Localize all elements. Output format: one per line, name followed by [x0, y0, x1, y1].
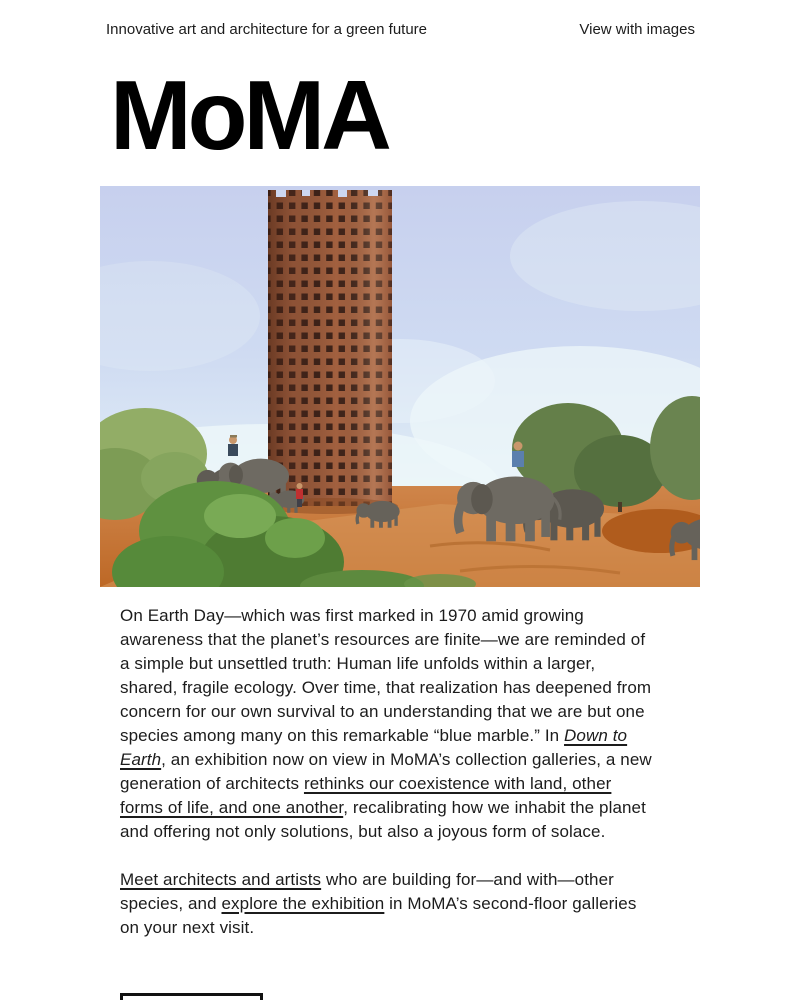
body-paragraph — [120, 868, 652, 940]
body-text: On Earth Day—which was first marked in 1970 amid growing awareness that the planet’s resources are finite—we are reminded of a simple but unsettled truth: Human life unfolds within a larger, shared, fragile ecology. Over time, that realization has deepened from concern for our own survival to an understanding that we are but one species among many on this remarkable “blue marble.” In — [120, 606, 652, 745]
inline-link[interactable]: Down to Earth — [120, 726, 628, 769]
mahout-left — [228, 435, 238, 456]
inline-link[interactable]: explore the exhibition — [221, 894, 385, 913]
moma-logo[interactable]: MoMA — [110, 60, 388, 170]
person-red-shirt — [296, 483, 303, 507]
body-paragraph — [120, 604, 652, 844]
cta-button-partial[interactable] — [120, 993, 263, 1000]
rider-right — [512, 442, 524, 468]
inline-link[interactable]: rethinks our coexistence with land, other forms of life, and one another — [120, 774, 612, 817]
preheader-row — [106, 20, 695, 40]
preheader-tagline: Innovative art and architecture for a green future — [106, 21, 428, 38]
body-text: who are building for—and with—other species, and — [120, 870, 614, 913]
view-with-images-link[interactable]: View with images — [579, 21, 695, 38]
body-text: , recalibrating how we inhabit the planet and offering not only solutions, but also a joyous form of solace. — [120, 798, 646, 841]
hero-photo-illustration — [100, 186, 700, 587]
body-text: in MoMA’s second-floor galleries on your next visit. — [120, 894, 637, 937]
body-text: , an exhibition now on view in MoMA’s collection galleries, a new generation of architects — [120, 750, 652, 793]
inline-link[interactable]: Meet architects and artists — [120, 870, 322, 889]
hero-photo[interactable] — [100, 186, 700, 587]
article-body — [120, 604, 652, 964]
